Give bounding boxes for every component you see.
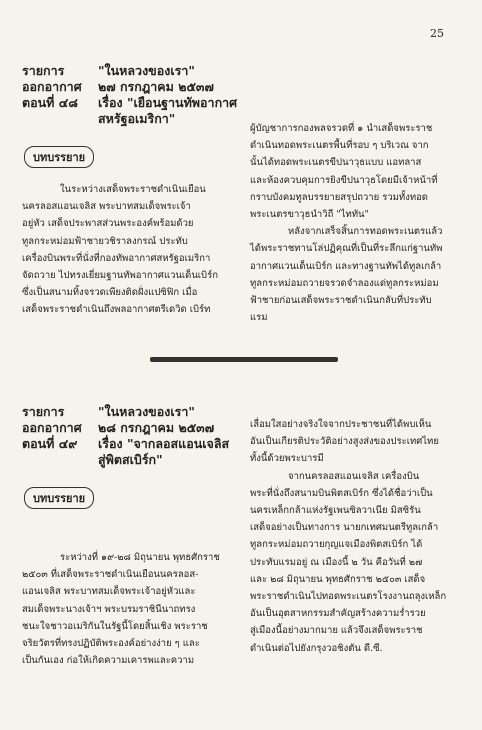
text-line: ดำเนินต่อไปยังกรุงวอชิงตัน ดี.ซี. — [250, 642, 383, 654]
section-divider — [150, 357, 338, 362]
text-line: ได้พระราชทานโล่ปฏิคุณที่เป็นที่ระลึกแก่ฐานทัพ — [250, 243, 443, 255]
text-line: เลื่อมใสอย่างจริงใจจากประชาชนที่ได้พบเห็น — [250, 419, 432, 430]
header-key: ตอนที่ ๔๘ — [22, 95, 78, 110]
header-key — [22, 452, 98, 468]
text-line: ทูลกระหม่อมถวายกุญแจเมืองพิตสเบิร์ก ได้ — [250, 539, 423, 551]
text-line: สมเด็จพระนางเจ้าฯ พระบรมราชินีนาถทรง — [22, 603, 196, 615]
text-line: อยู่หัว เสด็จประพาสส่วนพระองค์พร้อมด้วย — [22, 218, 194, 230]
text-line: นครเหล็กกล้าแห่งรัฐเพนซิลวาเนีย มิสซิรัน — [250, 505, 421, 517]
header-value: เรื่อง "เยือนฐานทัพอากาศ — [98, 95, 238, 110]
text-line: ดำเนินทอดพระเนตรพื้นที่รอบ ๆ บริเวณ จาก — [250, 140, 429, 152]
text-line: พระราชดำเนินไปทอดพระเนตรโรงงานถลุงเหล็ก — [250, 591, 447, 603]
article2-right-column — [250, 416, 454, 657]
header-key — [22, 111, 98, 127]
header-value: สู่พิตสเบิร์ก" — [98, 452, 163, 467]
header-value: เรื่อง "จากลอสแอนเจลิส — [98, 436, 230, 451]
article2-header — [22, 404, 258, 468]
text-line: กราบบังคมทูลบรรยายสรุปถวาย รวมทั้งทอด — [250, 191, 428, 203]
text-line: จริยวัตรที่ทรงปฏิบัติพระองค์อย่างง่าย ๆ และ — [22, 638, 200, 650]
text-line: อันเป็นเกียรติประวัติอย่างสูงส่งของประเทศไทย — [250, 436, 439, 448]
article1-label-badge: บทบรรยาย — [24, 146, 94, 168]
header-key: ตอนที่ ๔๙ — [22, 436, 78, 451]
text-line: จัดถวาย ไปทรงเยี่ยมฐานทัพอากาศแวนเด็นเบิร์ก — [22, 270, 218, 282]
header-key: ออกอากาศ — [22, 420, 82, 435]
article1-header — [22, 63, 258, 127]
article2-left-column — [22, 549, 228, 669]
text-line: นครลอสแอนเจลิส พระบาทสมเด็จพระเจ้า — [22, 201, 191, 213]
text-line: ประทับแรมอยู่ ณ เมืองนี้ ๒ วัน คือวันที่ ๒๗ — [250, 556, 423, 568]
text-line: เครื่องบินพระที่นั่งที่กองทัพอากาศสหรัฐอเมริกา — [22, 252, 211, 264]
header-value: ๒๘ กรกฎาคม ๒๕๓๗ — [98, 420, 215, 435]
text-line: ฟ้าชายก่อนเสด็จพระราชดำเนินกลับที่ประทับ — [250, 295, 432, 307]
text-line: แรม — [250, 312, 268, 324]
text-line: ผู้บัญชาการกองพลจรวดที่ ๑ นำเสด็จพระราช — [250, 123, 433, 134]
text-line: พระเนตรขาวุธนำวิถี "ไททัน" — [250, 209, 369, 221]
text-line: เป็นกันเอง ก่อให้เกิดความเคารพและความ — [22, 655, 195, 667]
text-line: สู่เมืองนี้อย่างมากมาย แล้วจึงเสด็จพระราช — [250, 625, 423, 637]
header-key: ออกอากาศ — [22, 79, 82, 94]
text-line: และ ๒๘ มิถุนายน พุทธศักราช ๒๕๐๓ เสด็จ — [250, 573, 426, 585]
header-value: สหรัฐอเมริกา" — [98, 111, 176, 126]
text-line: เสด็จพระราชดำเนินถึงพลอากาศตรีเดวิด เบิร์ท — [22, 304, 211, 316]
article1-right-column — [250, 120, 454, 326]
text-line: พระที่นั่งถึงสนามบินพิตสเบิร์ก ซึ่งได้ชื่อว่าเป็น — [250, 487, 433, 499]
text-line: อากาศแวนเด็นเบิร์ก และทางฐานทัพได้ทูลเกล้า — [250, 260, 442, 272]
text-line: จากนครลอสแอนเจลิส เครื่องบิน — [288, 470, 420, 482]
text-line: ทูลกระหม่อมถวายจรวดจำลองแด่ทูลกระหม่อม — [250, 277, 439, 289]
header-value: "ในหลวงของเรา" — [98, 404, 195, 419]
text-line: นั้นได้ทอดพระเนตรขีปนาวุธแบบ แอทลาส — [250, 157, 422, 169]
text-line: ซึ่งเป็นสนามทิ้งจรวดเพียงติดฝั่งแปซิฟิก เมื่อ — [22, 287, 198, 299]
text-line: ทูลกระหม่อมฟ้าชายวชิราลงกรณ์ ประทับ — [22, 235, 188, 247]
text-line: ๒๕๐๓ ที่เสด็จพระราชดำเนินเยือนนครลอส- — [22, 569, 199, 581]
text-line: ชนะใจชาวอเมริกันในรัฐนี้โดยสิ้นเชิง พระราช — [22, 620, 208, 632]
text-line: หลังจากเสร็จสิ้นการทอดพระเนตรแล้ว — [288, 226, 443, 238]
article2-label-badge: บทบรรยาย — [24, 487, 94, 509]
text-line: ระหว่างที่ ๑๙-๒๘ มิถุนายน พุทธศักราช — [60, 552, 220, 563]
header-value: "ในหลวงของเรา" — [98, 63, 195, 78]
article1-left-column — [22, 181, 228, 319]
text-line: อันเป็นอุตสาหกรรมสำคัญสร้างความร่ำรวย — [250, 608, 426, 620]
text-line: และห้องควบคุมการยิงขีปนาวุธโดยมีเจ้าหน้าที่ — [250, 174, 438, 186]
header-key: รายการ — [22, 404, 65, 419]
header-key: รายการ — [22, 63, 65, 78]
header-value: ๒๗ กรกฎาคม ๒๕๓๗ — [98, 79, 214, 94]
text-line: ทั้งนี้ด้วยพระบารมี — [250, 453, 324, 465]
text-line: แอนเจลิส พระบาทสมเด็จพระเจ้าอยู่หัวและ — [22, 586, 196, 598]
page-number: 25 — [430, 27, 444, 40]
text-line: ในระหว่างเสด็จพระราชดำเนินเยือน — [60, 184, 206, 195]
text-line: เสด็จอย่างเป็นทางการ นายกเทศมนตรีทูลเกล้า — [250, 522, 439, 534]
